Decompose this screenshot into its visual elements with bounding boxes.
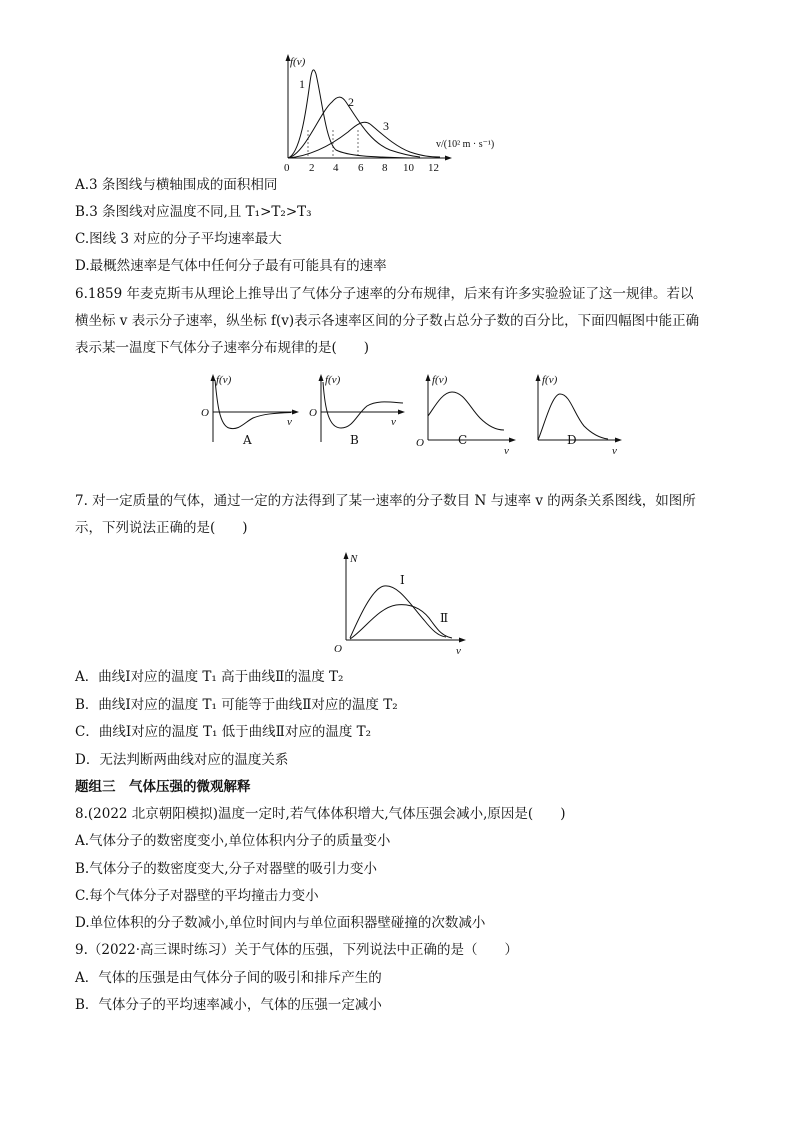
- q7-option-b: B．曲线Ⅰ对应的温度 T₁ 可能等于曲线Ⅱ对应的温度 T₂: [75, 697, 398, 713]
- q5-curve-label-2: 2: [348, 95, 354, 109]
- q6-stem-line-2: 横坐标 v 表示分子速率，纵坐标 f(v)表示各速率区间的分子数占总分子数的百分比，下面四幅图中能正确: [75, 313, 700, 329]
- q5-tick-10: 10: [403, 162, 414, 174]
- q7-curve-label-2: Ⅱ: [440, 611, 449, 625]
- q5-tick-0: 0: [284, 162, 290, 174]
- q6-c-xlabel: v: [504, 445, 509, 455]
- q6-graph-d: [522, 370, 632, 455]
- q7-xlabel: v: [456, 645, 461, 657]
- q7-ylabel: N: [350, 553, 358, 565]
- q6-b-xlabel: v: [391, 416, 396, 428]
- q7-stem-line-2: 示，下列说法正确的是( ): [75, 520, 248, 536]
- q6-stem-line-3: 表示某一温度下气体分子速率分布规律的是( ): [75, 340, 370, 356]
- q7-figure: [328, 548, 478, 658]
- q7-curve-1: [350, 586, 449, 638]
- q6-graph-a-label: A: [243, 433, 252, 447]
- q6-b-origin: O: [309, 407, 317, 419]
- q5-tick-4: 4: [333, 162, 339, 174]
- q6-c-origin: O: [416, 437, 424, 449]
- q5-option-b: B.3 条图线对应温度不同,且 T₁>T₂>T₃: [75, 204, 312, 220]
- q5-tick-12: 12: [428, 162, 439, 174]
- q9-stem: 9.（2022·高三课时练习）关于气体的压强，下列说法中正确的是（ ）: [75, 942, 519, 958]
- q5-curve-label-1: 1: [299, 77, 305, 91]
- q7-curve-label-1: Ⅰ: [400, 573, 405, 587]
- q5-distribution-figure: [270, 50, 530, 175]
- q7-option-d: D．无法判断两曲线对应的温度关系: [75, 752, 289, 768]
- q5-curve-1: [288, 70, 410, 158]
- q8-stem: 8.(2022 北京朝阳模拟)温度一定时,若气体体积增大,气体压强会减小,原因是( ): [75, 806, 566, 822]
- q6-c-ylabel: f(v): [432, 374, 448, 386]
- q9-option-b: B．气体分子的平均速率减小，气体的压强一定减小: [75, 997, 382, 1013]
- q5-tick-8: 8: [382, 162, 388, 174]
- q7-option-a: A．曲线Ⅰ对应的温度 T₁ 高于曲线Ⅱ的温度 T₂: [75, 669, 344, 685]
- q6-stem-line-1: 6.1859 年麦克斯韦从理论上推导出了气体分子速率的分布规律，后来有许多实验验证了这一规律。若以: [75, 286, 694, 302]
- q8-option-b: B.气体分子的数密度变大,分子对器壁的吸引力变小: [75, 861, 378, 877]
- q6-graph-b-label: B: [350, 433, 359, 447]
- q5-option-a: A.3 条图线与横轴围成的面积相同: [75, 177, 278, 193]
- q8-option-d: D.单位体积的分子数减小,单位时间内与单位面积器壁碰撞的次数减小: [75, 915, 486, 931]
- q6-graph-c-label: C: [458, 433, 468, 447]
- section-heading: 题组三 气体压强的微观解释: [75, 779, 251, 795]
- q8-option-c: C.每个气体分子对器壁的平均撞击力变小: [75, 888, 319, 904]
- q9-option-a: A．气体的压强是由气体分子间的吸引和排斥产生的: [75, 970, 382, 986]
- q5-curve-label-3: 3: [383, 119, 389, 133]
- q6-a-xlabel: v: [287, 416, 292, 428]
- q5-ylabel: f(v): [290, 56, 306, 68]
- q7-curve-2: [350, 605, 452, 639]
- q5-option-c: C.图线 3 对应的分子平均速率最大: [75, 231, 282, 247]
- q7-option-c: C．曲线Ⅰ对应的温度 T₁ 低于曲线Ⅱ对应的温度 T₂: [75, 724, 372, 740]
- q7-stem-line-1: 7. 对一定质量的气体，通过一定的方法得到了某一速率的分子数目 N 与速率 v 的两条关系图线，如图所: [75, 493, 696, 509]
- q6-graph-b: [305, 370, 415, 450]
- q6-d-xlabel: v: [612, 445, 617, 455]
- q5-tick-6: 6: [358, 162, 364, 174]
- q6-graph-d-label: D: [567, 433, 577, 447]
- q5-tick-2: 2: [309, 162, 315, 174]
- q5-option-d: D.最概然速率是气体中任何分子最有可能具有的速率: [75, 258, 387, 274]
- q5-xlabel: v/(10² m · s⁻¹): [436, 139, 495, 150]
- q6-d-ylabel: f(v): [542, 374, 558, 386]
- q8-option-a: A.气体分子的数密度变小,单位体积内分子的质量变小: [75, 833, 391, 849]
- q6-a-ylabel: f(v): [216, 374, 232, 386]
- q7-origin: O: [334, 643, 342, 655]
- q6-b-ylabel: f(v): [325, 374, 341, 386]
- q6-a-origin: O: [201, 407, 209, 419]
